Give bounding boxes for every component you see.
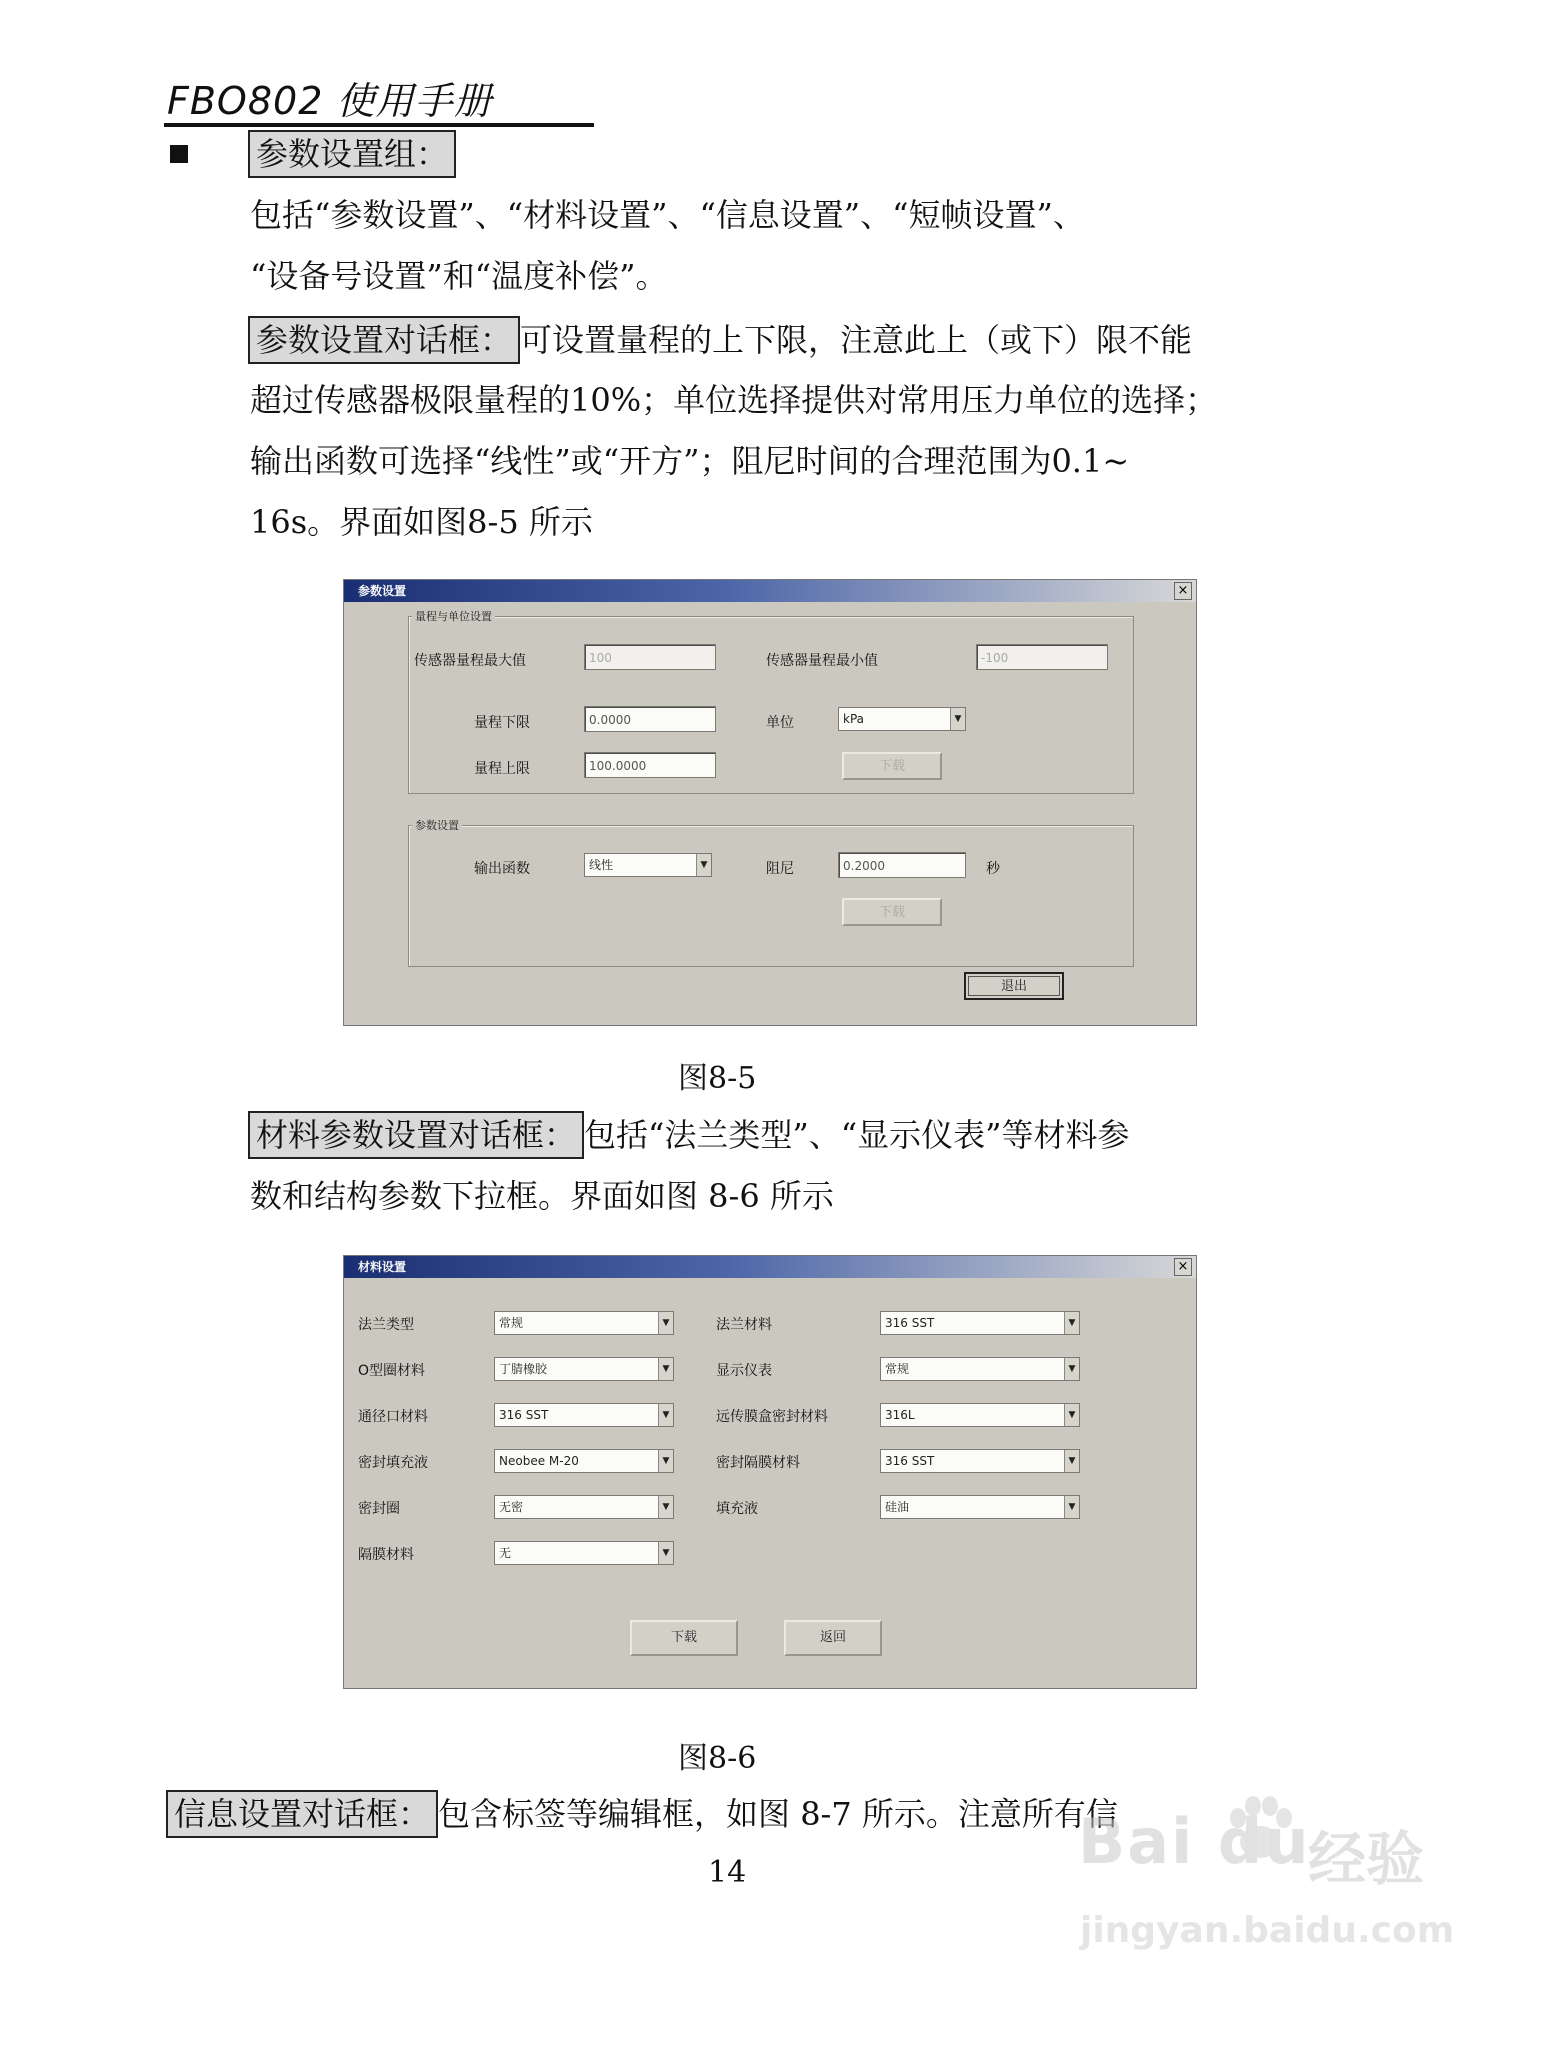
section4-line1-wrap	[166, 1790, 1118, 1838]
unit-select[interactable]	[838, 707, 966, 731]
section2-line4: 16s。界面如图8-5 所示	[250, 503, 593, 541]
right-row-value: 常规	[885, 1362, 910, 1376]
manual-title: FBO802 使用手册	[167, 79, 493, 123]
right-row-label: 密封隔膜材料	[716, 1455, 800, 1471]
range-upper-label: 量程上限	[474, 761, 530, 777]
chevron-down-icon[interactable]: ▼	[696, 854, 711, 876]
chevron-down-icon[interactable]: ▼	[1064, 1450, 1079, 1472]
watermark-url: jingyan.baidu.com	[1080, 1910, 1455, 1951]
chevron-down-icon[interactable]: ▼	[1064, 1404, 1079, 1426]
left-row-label: 密封圈	[358, 1501, 400, 1517]
output-function-value: 线性	[589, 858, 614, 872]
baidu-watermark	[1060, 1790, 1500, 1990]
output-function-select[interactable]	[584, 853, 712, 877]
dialog-titlebar	[344, 580, 1196, 602]
chevron-down-icon[interactable]: ▼	[950, 708, 965, 730]
parameter-settings-dialog	[343, 579, 1197, 1026]
right-row-value: 硅油	[885, 1500, 910, 1514]
page-number: 14	[708, 1855, 747, 1890]
left-row-select[interactable]	[494, 1449, 674, 1473]
close-icon[interactable]: ×	[1174, 1258, 1192, 1276]
chevron-down-icon[interactable]: ▼	[658, 1450, 673, 1472]
section3-line1: 包括“法兰类型”、“显示仪表”等材料参	[584, 1116, 1130, 1154]
parameter-group	[408, 825, 1134, 967]
figure2-caption: 图8-6	[678, 1741, 757, 1776]
section2-line3: 输出函数可选择“线性”或“开方”；阻尼时间的合理范围为0.1~	[250, 442, 1130, 480]
section3-heading: 材料参数设置对话框：	[248, 1111, 584, 1159]
chevron-down-icon[interactable]: ▼	[1064, 1358, 1079, 1380]
bullet-square-icon	[170, 145, 188, 163]
watermark-logo: Bai du	[1078, 1805, 1311, 1878]
header-rule	[164, 123, 594, 127]
left-row-select[interactable]	[494, 1541, 674, 1565]
range-unit-group-label: 量程与单位设置	[412, 608, 495, 624]
chevron-down-icon[interactable]: ▼	[658, 1358, 673, 1380]
range-lower-label: 量程下限	[474, 715, 530, 731]
right-row-value: 316L	[885, 1408, 915, 1422]
range-lower-field[interactable]: 0.0000	[584, 706, 716, 732]
sensor-max-label: 传感器量程最大值	[414, 653, 526, 669]
right-row-label: 填充液	[716, 1501, 758, 1517]
section4-heading: 信息设置对话框：	[166, 1790, 438, 1838]
right-row-label: 显示仪表	[716, 1363, 772, 1379]
left-row-select[interactable]	[494, 1357, 674, 1381]
exit-button[interactable]: 退出	[964, 972, 1064, 1000]
section2-line1: 可设置量程的上下限，注意此上（或下）限不能	[520, 321, 1193, 359]
section1-intro-line1: 包括“参数设置”、“材料设置”、“信息设置”、“短帧设置”、	[250, 196, 1085, 234]
watermark-brand: 经验	[1308, 1825, 1425, 1893]
chevron-down-icon[interactable]: ▼	[658, 1312, 673, 1334]
left-row-label: 通径口材料	[358, 1409, 428, 1425]
right-row-select[interactable]	[880, 1495, 1080, 1519]
section1-heading-wrap	[248, 130, 456, 178]
section1-heading: 参数设置组：	[248, 130, 456, 178]
chevron-down-icon[interactable]: ▼	[658, 1404, 673, 1426]
left-row-value: 316 SST	[499, 1408, 549, 1422]
left-row-value: 无	[499, 1546, 512, 1560]
dialog-title: 参数设置	[358, 584, 407, 598]
left-row-select[interactable]	[494, 1495, 674, 1519]
section4-line1: 包含标签等编辑框，如图 8-7 所示。注意所有信	[438, 1795, 1118, 1833]
right-row-label: 法兰材料	[716, 1317, 772, 1333]
back-button[interactable]: 返回	[784, 1620, 882, 1656]
chevron-down-icon[interactable]: ▼	[1064, 1312, 1079, 1334]
download-parameter-button[interactable]: 下载	[842, 898, 942, 926]
output-function-label: 输出函数	[474, 861, 530, 877]
chevron-down-icon[interactable]: ▼	[658, 1496, 673, 1518]
material-settings-dialog	[343, 1255, 1197, 1689]
left-row-label: 法兰类型	[358, 1317, 414, 1333]
section3-line1-wrap	[248, 1111, 1129, 1159]
range-upper-field[interactable]: 100.0000	[584, 752, 716, 778]
left-row-value: 丁腈橡胶	[499, 1362, 548, 1376]
download-range-button[interactable]: 下载	[842, 752, 942, 780]
download-button[interactable]: 下载	[630, 1620, 738, 1656]
left-row-label: 隔膜材料	[358, 1547, 414, 1563]
chevron-down-icon[interactable]: ▼	[1064, 1496, 1079, 1518]
dialog-titlebar	[344, 1256, 1196, 1278]
figure1-caption: 图8-5	[678, 1061, 757, 1096]
section2-line1-wrap	[248, 316, 1192, 364]
section2-line2: 超过传感器极限量程的10%；单位选择提供对常用压力单位的选择；	[250, 381, 1218, 419]
right-row-value: 316 SST	[885, 1454, 935, 1468]
right-row-select[interactable]	[880, 1311, 1080, 1335]
right-row-select[interactable]	[880, 1403, 1080, 1427]
close-icon[interactable]: ×	[1174, 582, 1192, 600]
right-row-value: 316 SST	[885, 1316, 935, 1330]
left-row-value: Neobee M-20	[499, 1454, 579, 1468]
sensor-max-field[interactable]: 100	[584, 644, 716, 670]
chevron-down-icon[interactable]: ▼	[658, 1542, 673, 1564]
left-row-label: 密封填充液	[358, 1455, 428, 1471]
damping-label: 阻尼	[766, 861, 794, 877]
left-row-select[interactable]	[494, 1311, 674, 1335]
section1-intro-line2: “设备号设置”和“温度补偿”。	[250, 257, 668, 295]
unit-select-value: kPa	[843, 712, 864, 726]
sensor-min-label: 传感器量程最小值	[766, 653, 878, 669]
damping-field[interactable]: 0.2000	[838, 852, 966, 878]
section3-line2: 数和结构参数下拉框。界面如图 8-6 所示	[250, 1177, 834, 1215]
unit-label: 单位	[766, 715, 794, 731]
sensor-min-field[interactable]: -100	[976, 644, 1108, 670]
left-row-select[interactable]	[494, 1403, 674, 1427]
dialog-title: 材料设置	[358, 1260, 407, 1274]
parameter-group-label: 参数设置	[412, 817, 462, 833]
seconds-unit-label: 秒	[986, 861, 1000, 877]
left-row-value: 无密	[499, 1500, 524, 1514]
right-row-select[interactable]	[880, 1357, 1080, 1381]
left-row-value: 常规	[499, 1316, 524, 1330]
left-row-label: O型圈材料	[358, 1363, 426, 1379]
right-row-label: 远传膜盒密封材料	[716, 1409, 828, 1425]
right-row-select[interactable]	[880, 1449, 1080, 1473]
section2-heading: 参数设置对话框：	[248, 316, 520, 364]
